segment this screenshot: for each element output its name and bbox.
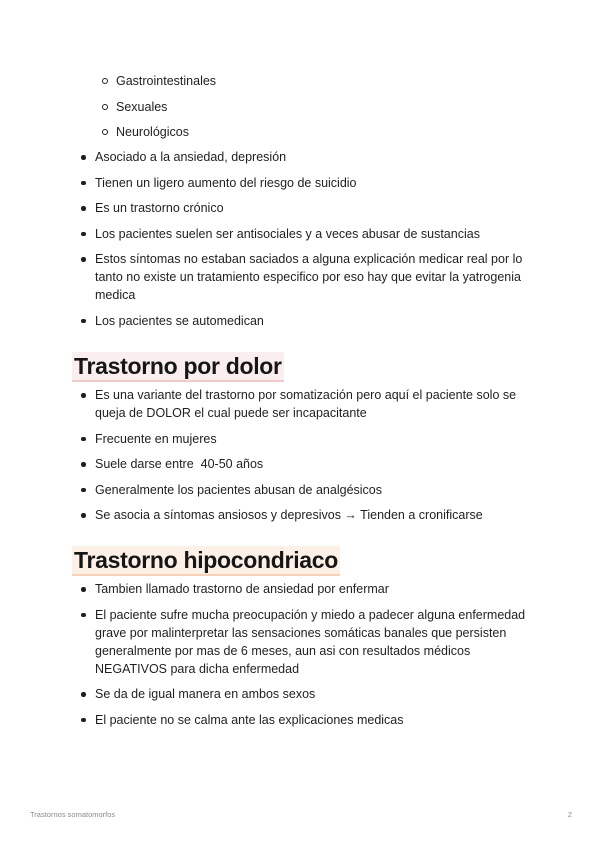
sub-list-item: Sexuales <box>100 98 540 124</box>
somatization-list <box>75 148 530 337</box>
bullet-icon <box>81 437 86 442</box>
bullet-icon <box>81 155 86 160</box>
hollow-bullet-icon <box>102 78 108 84</box>
list-item: Suele darse entre 40-50 años <box>75 455 530 473</box>
list-item: Tambien llamado trastorno de ansiedad por enfermar <box>75 580 530 598</box>
section-heading-hypochondriac-disorder: Trastorno hipocondriaco <box>72 546 340 576</box>
bullet-icon <box>81 181 86 186</box>
bullet-icon <box>81 718 86 723</box>
sub-list-item: Gastrointestinales <box>100 72 540 98</box>
list-item: Se asocia a síntomas ansiosos y depresivos → Tienden a cronificarse <box>75 506 530 524</box>
pain-disorder-list <box>75 386 530 532</box>
symptom-sublist <box>100 72 540 149</box>
list-item: Es una variante del trastorno por somatización pero aquí el paciente solo se queja de DOLOR el cual puede ser incapacitante <box>75 386 530 422</box>
list-item: Los pacientes suelen ser antisociales y a veces abusar de sustancias <box>75 225 530 243</box>
list-item: Los pacientes se automedican <box>75 312 530 330</box>
bullet-icon <box>81 692 86 697</box>
bullet-icon <box>81 206 86 211</box>
bullet-icon <box>81 257 86 262</box>
list-item: Asociado a la ansiedad, depresión <box>75 148 530 166</box>
sub-list-item: Neurológicos <box>100 123 540 149</box>
bullet-icon <box>81 613 86 618</box>
bullet-icon <box>81 462 86 467</box>
list-item: Es un trastorno crónico <box>75 199 530 217</box>
bullet-icon <box>81 393 86 398</box>
list-item: Estos síntomas no estaban saciados a alguna explicación medicar real por lo tanto no existe un tratamiento especifico por eso hay que evitar la yatrogenia medica <box>75 250 530 304</box>
list-item: Tienen un ligero aumento del riesgo de suicidio <box>75 174 530 192</box>
hollow-bullet-icon <box>102 104 108 110</box>
bullet-icon <box>81 513 86 518</box>
list-item: Se da de igual manera en ambos sexos <box>75 685 530 703</box>
bullet-icon <box>81 488 86 493</box>
footer-page-number: 2 <box>567 810 572 819</box>
list-item: El paciente sufre mucha preocupación y miedo a padecer alguna enfermedad grave por malinterpretar las sensaciones somáticas banales que persisten generalmente por mas de 6 meses, aun asi con resultados médicos NEGATIVOS para dicha enfermedad <box>75 606 530 678</box>
hypochondriac-disorder-list <box>75 580 530 736</box>
hollow-bullet-icon <box>102 129 108 135</box>
list-item: Frecuente en mujeres <box>75 430 530 448</box>
footer-document-title: Trastornos somatomorfos <box>30 810 116 819</box>
section-heading-pain-disorder: Trastorno por dolor <box>72 352 284 382</box>
list-item: El paciente no se calma ante las explicaciones medicas <box>75 711 530 729</box>
bullet-icon <box>81 319 86 324</box>
bullet-icon <box>81 587 86 592</box>
list-item: Generalmente los pacientes abusan de analgésicos <box>75 481 530 499</box>
bullet-icon <box>81 232 86 237</box>
